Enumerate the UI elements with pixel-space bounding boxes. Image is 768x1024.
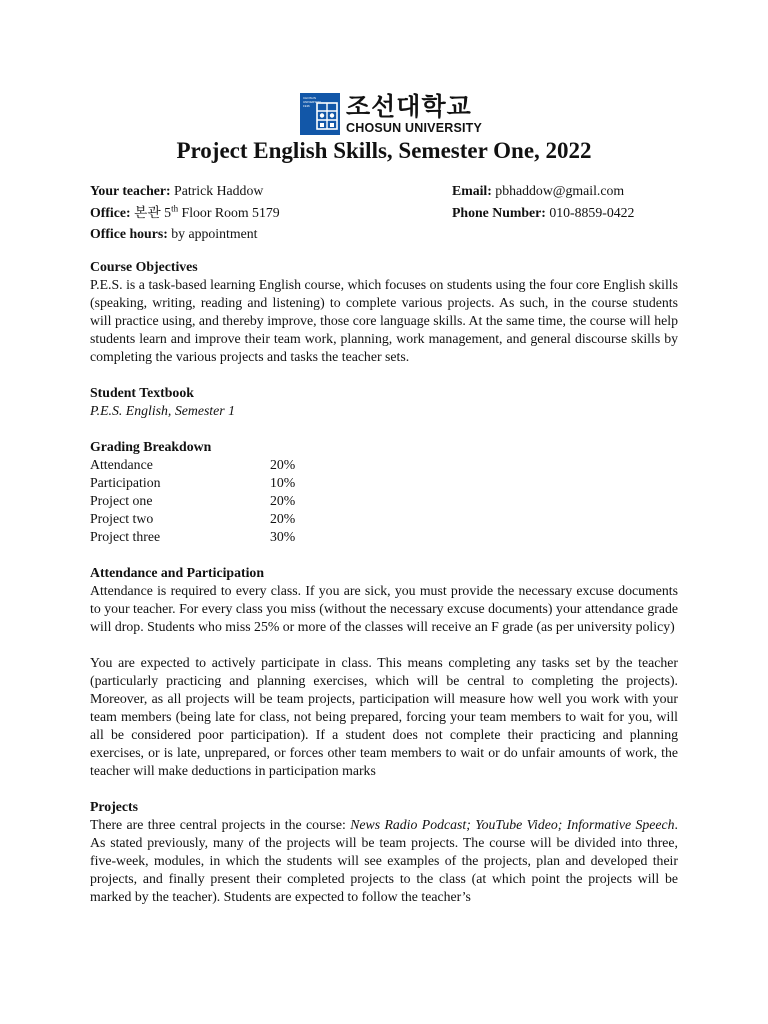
objectives-heading: Course Objectives bbox=[90, 259, 198, 274]
hours-label: Office hours: bbox=[90, 226, 168, 241]
grade-item-name: Project three bbox=[90, 529, 161, 544]
university-logo bbox=[300, 92, 482, 136]
projects-text-rest: . As stated previously, many of the projects will be team projects. The course will be divided into three, five-week, modules, in which the students will see examples of the projects, plan and developed their projects, and finally present their completed projects to the class (at which point the projects will be marked by the teacher). Students are expected to follow the teacher’s bbox=[90, 817, 678, 904]
office-label: Office: bbox=[90, 204, 131, 220]
office-value-rest: Floor Room 5179 bbox=[178, 204, 280, 220]
textbook-heading: Student Textbook bbox=[90, 385, 194, 400]
grading-row bbox=[90, 528, 678, 546]
phone-value: 010-8859-0422 bbox=[545, 204, 635, 220]
projects-paragraph bbox=[90, 816, 678, 906]
grade-item-name: Attendance bbox=[90, 457, 153, 472]
attendance-heading: Attendance and Participation bbox=[90, 565, 264, 580]
syllabus-body bbox=[90, 258, 678, 906]
attendance-paragraph: Attendance is required to every class. If you are sick, you must provide the necessary excuse documents to your teacher. For every class you miss (without the necessary excuse documents) your attendance grade will drop. Students who miss 25% or more of the classes will receive an F grade (as per university policy) bbox=[90, 583, 678, 634]
phone-label: Phone Number: bbox=[452, 204, 546, 220]
contact-info-left bbox=[90, 180, 280, 245]
projects-heading: Projects bbox=[90, 799, 139, 814]
textbook-title: P.E.S. English, Semester 1 bbox=[90, 403, 235, 418]
logo-english-name: CHOSUN UNIVERSITY bbox=[346, 121, 483, 135]
grade-item-percent: 30% bbox=[270, 529, 296, 544]
grading-row bbox=[90, 492, 678, 510]
grade-item-name: Project one bbox=[90, 493, 153, 508]
email-line bbox=[452, 180, 634, 202]
hours-line bbox=[90, 223, 280, 245]
grading-row bbox=[90, 510, 678, 528]
projects-text-start: There are three central projects in the course: bbox=[90, 817, 351, 832]
grading-row bbox=[90, 456, 678, 474]
hours-value: by appointment bbox=[167, 226, 258, 241]
grade-item-percent: 20% bbox=[270, 511, 296, 526]
office-line bbox=[90, 202, 280, 224]
logo-korean-name: 조선대학교 bbox=[346, 92, 472, 121]
grading-heading: Grading Breakdown bbox=[90, 439, 212, 454]
email-value[interactable]: pbhaddow@gmail.com bbox=[491, 183, 625, 198]
grading-row bbox=[90, 474, 678, 492]
emblem-icon bbox=[300, 93, 340, 135]
participation-paragraph: You are expected to actively participate in class. This means completing any tasks set by the teacher (particularly practicing and planning exercises, which will be central to completing the projects). Moreover, as all projects will be team projects, participation will measure how well you work with your team members (being late for class, not being prepared, forcing your team members to wait for you, will all be considered poor participation). If a student does not complete their practicing and planning exercises, or is late, unprepared, or forces other team members to wait or do unfair amounts of work, the teacher will make deductions in participation marks bbox=[90, 655, 678, 778]
projects-list: News Radio Podcast; YouTube Video; Informative Speech bbox=[350, 817, 675, 832]
teacher-line bbox=[90, 180, 280, 202]
grade-item-name: Participation bbox=[90, 475, 161, 490]
contact-info-right bbox=[452, 180, 634, 223]
email-label: Email: bbox=[452, 183, 492, 198]
grade-item-name: Project two bbox=[90, 511, 154, 526]
grade-item-percent: 10% bbox=[270, 475, 296, 490]
teacher-label: Your teacher: bbox=[90, 183, 171, 198]
grade-item-percent: 20% bbox=[270, 457, 296, 472]
teacher-value: Patrick Haddow bbox=[170, 183, 264, 198]
grade-item-percent: 20% bbox=[270, 493, 296, 508]
grading-table bbox=[90, 456, 678, 546]
phone-line bbox=[452, 202, 634, 224]
document-title: Project English Skills, Semester One, 2022 bbox=[176, 138, 592, 163]
objectives-text: P.E.S. is a task-based learning English course, which focuses on students using the four core English skills (speaking, writing, reading and listening) to complete various projects. As such, in the course students will practice using, and thereby improve, those core language skills. At the same time, the course will help students learn and improve their team work, planning, work management, and general discourse skills by completing the various projects and tasks the teacher sets. bbox=[90, 277, 678, 364]
office-floor-suffix: th bbox=[171, 202, 179, 213]
office-value: 본관 5 bbox=[130, 204, 172, 220]
emblem-text: CHOSUN UNIVERSITY 1946 bbox=[303, 96, 321, 108]
